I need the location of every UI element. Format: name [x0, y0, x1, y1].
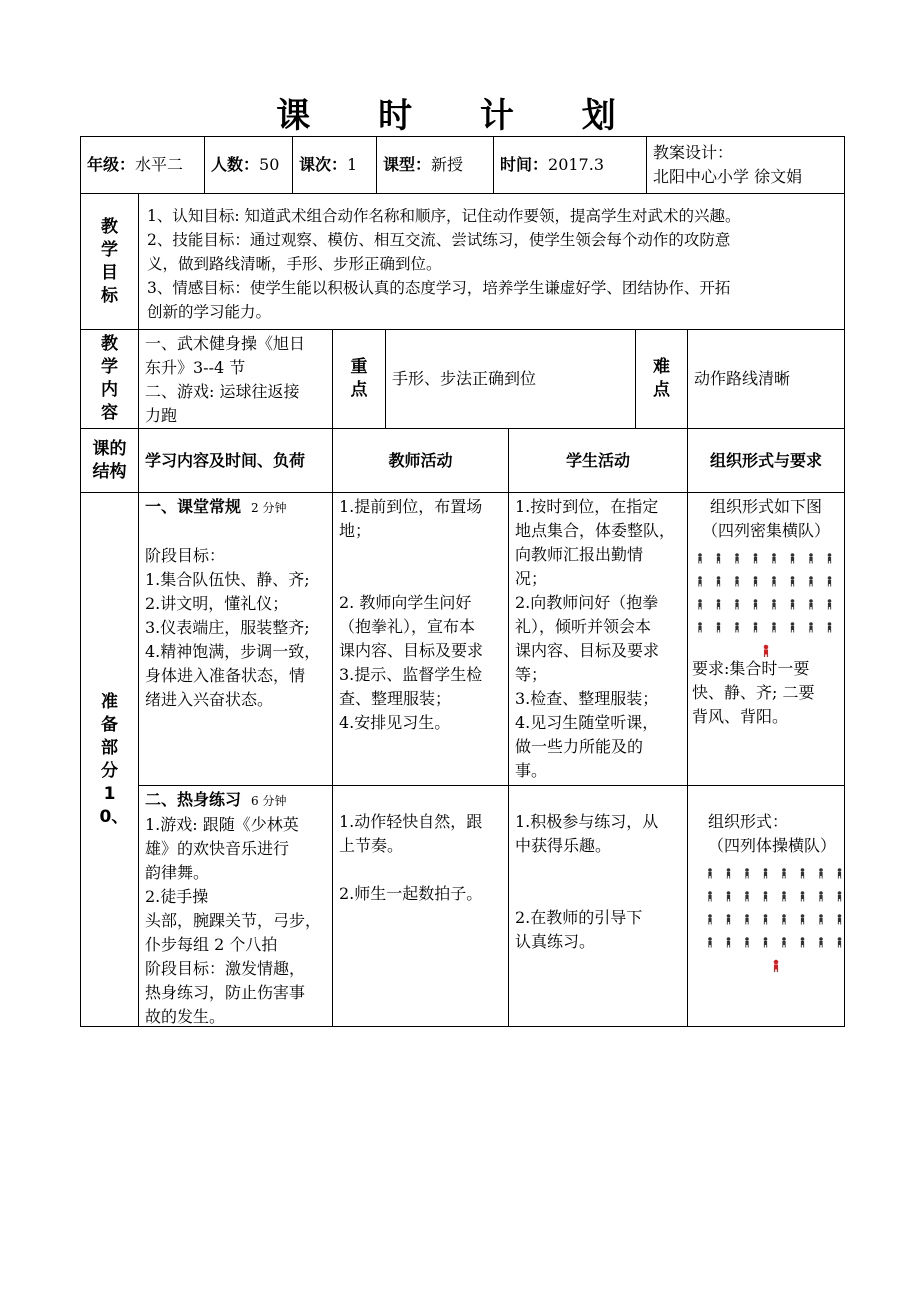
- student-marker: [735, 553, 739, 563]
- count-label: 人数：: [211, 155, 260, 174]
- col-header-teacher-text: 教师活动: [388, 450, 453, 470]
- student-marker: [819, 868, 823, 878]
- goal-line: 义，做到路线清晰，手形、步形正确到位。: [147, 255, 442, 273]
- teacher-line: 3.提示、监督学生检: [339, 665, 483, 684]
- student-line: 向教师汇报出勤情: [515, 545, 644, 564]
- student-line: 3.检查、整理服装；: [515, 689, 659, 708]
- goal-line: 3、情感目标：使学生能以积极认真的态度学习，培养学生谦虚好学、团结协作、开拓: [147, 279, 731, 297]
- teacher-line: 1.提前到位，布置场: [339, 497, 483, 516]
- student-marker: [838, 891, 842, 901]
- student-marker: [801, 868, 805, 878]
- student-line: 等；: [515, 665, 548, 684]
- student-marker: [791, 553, 795, 563]
- student-marker: [791, 622, 795, 632]
- designer-cell: [646, 136, 845, 194]
- difficulty-value: 动作路线清晰: [694, 369, 791, 388]
- page-title: 课 时 计 划: [276, 96, 644, 136]
- routine-item: 2.讲文明，懂礼仪；: [145, 594, 289, 613]
- warmup-item: 仆步每组 2 个八拍: [145, 935, 278, 954]
- type-cell: [376, 136, 494, 194]
- warmup-item: 头部，腕踝关节，弓步，: [145, 911, 322, 930]
- warmup-heading-row: [145, 788, 326, 813]
- key-value-cell: [385, 329, 636, 429]
- teacher-line: 4.安排见习生。: [339, 713, 451, 732]
- req-line: 背风、背阳。: [692, 707, 789, 726]
- warmup-item: 1.游戏: 跟随《少林英: [145, 815, 299, 834]
- student-marker: [708, 937, 712, 947]
- student-marker: [772, 576, 776, 586]
- student-marker: [828, 622, 832, 632]
- goals-label: 教学目标: [101, 216, 118, 306]
- count-value: 50: [259, 155, 280, 174]
- student-marker: [698, 599, 702, 609]
- routine-content-cell: [138, 492, 333, 786]
- student-marker: [698, 576, 702, 586]
- content-line: 一、武术健身操《旭日: [145, 334, 306, 353]
- student-line: 中获得乐趣。: [515, 836, 612, 855]
- student-marker: [838, 868, 842, 878]
- student-marker: [717, 553, 721, 563]
- student-marker: [801, 914, 805, 924]
- student-marker: [828, 553, 832, 563]
- difficulty-value-cell: [687, 329, 845, 429]
- routine-heading-row: [145, 495, 326, 520]
- student-line: 1.积极参与练习，从: [515, 812, 659, 831]
- student-marker: [754, 599, 758, 609]
- lesson-value: 1: [347, 155, 358, 174]
- student-marker: [819, 937, 823, 947]
- student-marker: [782, 868, 786, 878]
- student-line: 4.见习生随堂听课，: [515, 713, 659, 732]
- lesson-cell: [292, 136, 377, 194]
- student-line: 做一些力所能及的: [515, 737, 644, 756]
- warmup-item: 阶段目标：激发情趣，: [145, 959, 306, 978]
- key-value: 手形、步法正确到位: [392, 369, 537, 388]
- student-marker: [717, 576, 721, 586]
- routine-org-cell: [687, 492, 845, 786]
- student-marker: [735, 599, 739, 609]
- routine-teacher-cell: [332, 492, 509, 786]
- student-marker: [782, 891, 786, 901]
- count-cell: [204, 136, 293, 194]
- student-marker: [809, 622, 813, 632]
- key-label-cell: [332, 329, 386, 429]
- goals-text-cell: [138, 193, 845, 330]
- stage-label: 阶段目标：: [145, 546, 226, 565]
- student-marker: [745, 914, 749, 924]
- key-label: 重点: [350, 357, 368, 400]
- section-label-cell: [80, 492, 139, 1027]
- time-value: 2017.3: [548, 155, 604, 174]
- student-marker: [754, 553, 758, 563]
- student-marker: [764, 891, 768, 901]
- student-line: 地点集合，体委整队，: [515, 521, 676, 540]
- content-label-cell: [80, 329, 139, 429]
- org-sub: （四列密集横队）: [701, 521, 830, 540]
- student-marker: [801, 891, 805, 901]
- student-marker: [819, 891, 823, 901]
- student-marker: [745, 891, 749, 901]
- student-line: 事。: [515, 761, 548, 780]
- content-line: 东升》3--4 节: [145, 358, 246, 377]
- student-marker: [745, 937, 749, 947]
- teacher-line: 地；: [339, 521, 372, 540]
- formation-diagram: [704, 862, 845, 972]
- student-marker: [745, 868, 749, 878]
- col-header-student: [508, 428, 688, 493]
- content-text-cell: [138, 329, 333, 429]
- student-marker: [782, 914, 786, 924]
- warmup-teacher-cell: [332, 785, 509, 1027]
- col-header-teacher: [332, 428, 509, 493]
- student-marker: [754, 576, 758, 586]
- warmup-heading: 二、热身练习: [145, 790, 242, 809]
- goals-label-cell: [80, 193, 139, 330]
- student-marker: [727, 868, 731, 878]
- col-header-org: [687, 428, 845, 493]
- student-marker: [772, 599, 776, 609]
- student-marker: [754, 622, 758, 632]
- student-marker: [772, 622, 776, 632]
- routine-student-cell: [508, 492, 688, 786]
- goal-line: 2、技能目标：通过观察、模仿、相互交流、尝试练习，使学生领会每个动作的攻防意: [147, 231, 731, 249]
- routine-item: 身体进入准备状态，情: [145, 666, 306, 685]
- warmup-item: 韵律舞。: [145, 863, 210, 882]
- student-marker: [708, 891, 712, 901]
- student-marker: [735, 622, 739, 632]
- student-marker: [708, 868, 712, 878]
- teacher-marker: [774, 960, 779, 972]
- routine-item: 绪进入兴奋状态。: [145, 690, 274, 709]
- time-cell: [493, 136, 647, 194]
- warmup-item: 热身练习，防止伤害事: [145, 983, 306, 1002]
- teacher-marker: [764, 645, 769, 657]
- difficulty-label-cell: [635, 329, 688, 429]
- student-marker: [708, 914, 712, 924]
- col-header-org-text: 组织形式与要求: [709, 450, 822, 470]
- teacher-line: 查、整理服装；: [339, 689, 452, 708]
- grade-cell: [80, 136, 205, 194]
- student-marker: [772, 553, 776, 563]
- routine-duration: 2 分钟: [251, 501, 287, 515]
- req-line: 要求:集合时一要: [692, 659, 810, 678]
- section-label: 准备部分10、: [99, 691, 129, 827]
- difficulty-label: 难点: [653, 357, 670, 400]
- student-line: 2.在教师的引导下: [515, 908, 643, 927]
- student-marker: [809, 599, 813, 609]
- student-marker: [698, 553, 702, 563]
- warmup-item: 故的发生。: [145, 1007, 226, 1026]
- student-marker: [838, 914, 842, 924]
- student-marker: [764, 868, 768, 878]
- student-marker: [809, 553, 813, 563]
- routine-item: 1.集合队伍快、静、齐;: [145, 570, 310, 589]
- student-marker: [791, 599, 795, 609]
- student-line: 2.向教师问好（抱拳: [515, 593, 659, 612]
- structure-label: 课的结构: [92, 438, 127, 482]
- type-label: 课型：: [383, 155, 432, 174]
- student-marker: [727, 891, 731, 901]
- goal-line: 创新的学习能力。: [147, 303, 272, 321]
- lesson-label: 课次：: [299, 155, 348, 174]
- student-marker: [764, 937, 768, 947]
- designer-label: 教案设计：: [653, 143, 734, 162]
- student-marker: [828, 599, 832, 609]
- teacher-line: 2.师生一起数拍子。: [339, 884, 483, 903]
- content-label: 教学内容: [101, 334, 118, 423]
- type-value: 新授: [431, 155, 464, 174]
- student-line: 认真练习。: [515, 932, 596, 951]
- student-line: 课内容、目标及要求: [515, 641, 660, 660]
- time-label: 时间：: [500, 155, 549, 174]
- teacher-line: 课内容、目标及要求: [339, 641, 484, 660]
- student-marker: [764, 914, 768, 924]
- teacher-line: 1.动作轻快自然，跟: [339, 812, 483, 831]
- warmup-duration: 6 分钟: [251, 794, 287, 808]
- student-marker: [801, 937, 805, 947]
- warmup-student-cell: [508, 785, 688, 1027]
- warmup-content-cell: [138, 785, 333, 1027]
- col-header-student-text: 学生活动: [565, 450, 630, 470]
- student-line: 礼），倾听并领会本: [515, 617, 652, 636]
- routine-item: 3.仪表端庄，服装整齐;: [145, 618, 310, 637]
- teacher-line: 上节奏。: [339, 836, 404, 855]
- col-header-content-text: 学习内容及时间、负荷: [145, 450, 306, 470]
- goal-line: 1、认知目标: 知道武术组合动作名称和顺序，记住动作要领，提高学生对武术的兴趣。: [147, 207, 741, 225]
- student-marker: [698, 622, 702, 632]
- student-marker: [838, 937, 842, 947]
- student-line: 况；: [515, 569, 548, 588]
- routine-item: 4.精神饱满，步调一致，: [145, 642, 321, 661]
- routine-heading: 一、课堂常规: [145, 497, 242, 516]
- warmup-item: 雄》的欢快音乐进行: [145, 839, 290, 858]
- student-marker: [828, 576, 832, 586]
- grade-label: 年级：: [87, 155, 136, 174]
- student-marker: [809, 576, 813, 586]
- student-marker: [791, 576, 795, 586]
- student-marker: [735, 576, 739, 586]
- col-header-content: [138, 428, 333, 493]
- warmup-org-cell: [687, 785, 845, 1027]
- student-marker: [819, 914, 823, 924]
- designer-value: 北阳中心小学 徐文娟: [653, 167, 803, 186]
- structure-label-cell: [80, 428, 139, 493]
- student-marker: [717, 599, 721, 609]
- org-title: 组织形式如下图: [709, 497, 822, 516]
- student-line: 1.按时到位，在指定: [515, 497, 659, 516]
- teacher-line: （抱拳礼），宣布本: [339, 617, 476, 636]
- formation-diagram: [694, 547, 838, 657]
- org-sub: （四列体操横队）: [708, 836, 837, 855]
- org-title: 组织形式：: [708, 812, 789, 831]
- student-marker: [727, 937, 731, 947]
- content-line: 力跑: [145, 406, 178, 425]
- student-marker: [727, 914, 731, 924]
- warmup-item: 2.徒手操: [145, 887, 209, 906]
- student-marker: [717, 622, 721, 632]
- req-line: 快、静、齐; 二要: [692, 683, 815, 702]
- teacher-line: 2. 教师向学生问好: [339, 593, 472, 612]
- content-line: 二、游戏: 运球往返接: [145, 382, 300, 401]
- grade-value: 水平二: [135, 155, 184, 174]
- student-marker: [782, 937, 786, 947]
